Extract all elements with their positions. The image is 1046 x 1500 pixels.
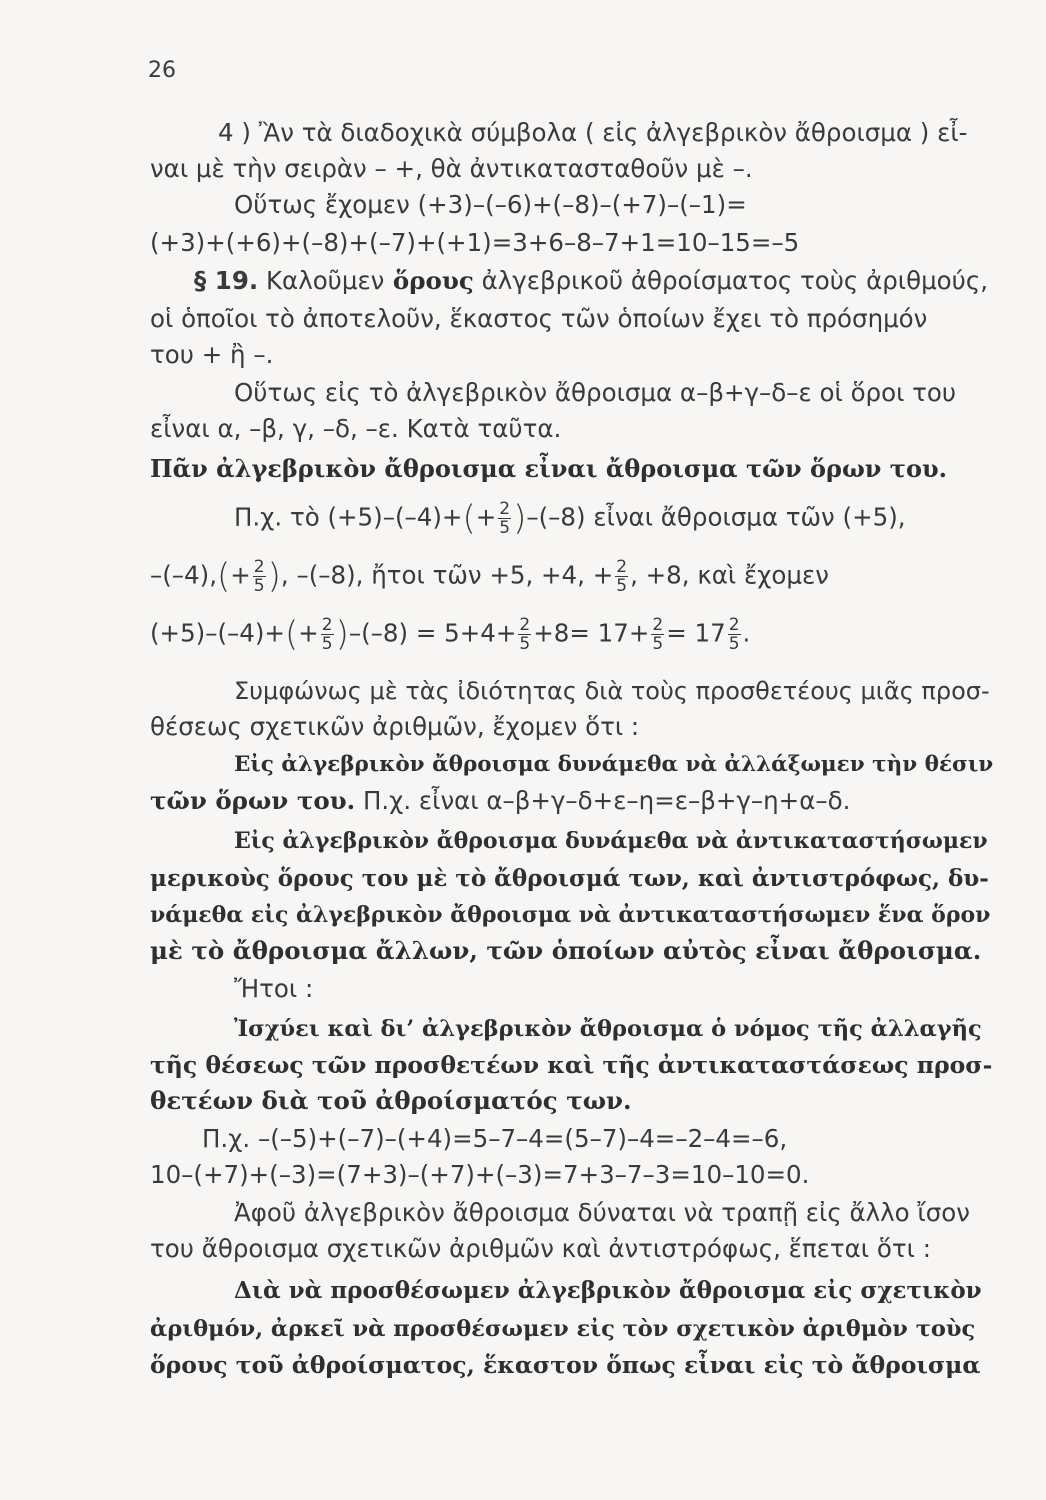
text-line: θέσεως σχετικῶν ἀριθμῶν, ἔχομεν ὅτι : xyxy=(150,712,640,741)
rule-statement: ἀριθμόν, ἀρκεῖ νὰ προσθέσωμεν εἰς τὸν σχετικὸν ἀριθμὸν τοὺς xyxy=(150,1316,976,1342)
rule-statement: Ἰσχύει καὶ δι’ ἀλγεβρικὸν ἄθροισμα ὁ νόμος τῆς ἀλλαγῆς xyxy=(234,1016,982,1042)
rule-statement: μὲ τὸ ἄθροισμα ἄλλων, τῶν ὁποίων αὐτὸς εἶναι ἄθροισμα. xyxy=(150,936,982,965)
rule-statement: τῶν ὅρων του. Π.χ. εἶναι α–β+γ–δ+ε–η=ε–β+γ–η+α–δ. xyxy=(150,786,851,815)
text-line: Ἤτοι : xyxy=(234,974,314,1003)
text-line: εἶναι α, –β, γ, –δ, –ε. Κατὰ ταῦτα. xyxy=(150,414,562,443)
fraction: $\frac{2}{5}$ xyxy=(728,615,740,654)
text-line: ναι μὲ τὴν σειρὰν – +, θὰ ἀντικατασταθοῦν μὲ –. xyxy=(150,154,753,183)
fraction: $\frac{2}{5}$ xyxy=(253,557,265,596)
fraction: $\frac{2}{5}$ xyxy=(499,499,511,538)
rule-statement: τῆς θέσεως τῶν προσθετέων καὶ τῆς ἀντικαταστάσεως προσ- xyxy=(150,1051,993,1079)
text-line: οἱ ὁποῖοι τὸ ἀποτελοῦν, ἕκαστος τῶν ὁποίων ἔχει τὸ πρόσημόν xyxy=(150,304,928,333)
fraction: $\frac{2}{5}$ xyxy=(321,615,333,654)
text-span: ἀλγεβρικοῦ ἀθροίσματος τοὺς ἀριθμούς, xyxy=(473,266,988,295)
text-line: Οὕτως ἔχομεν (+3)–(–6)+(–8)–(+7)–(–1)= xyxy=(234,190,747,219)
fraction: $\frac{2}{5}$ xyxy=(519,615,531,654)
equation-line: Π.χ. –(–5)+(–7)–(+4)=5–7–4=(5–7)–4=–2–4=–6, xyxy=(202,1124,788,1153)
equation-line: 10–(+7)+(–3)=(7+3)–(+7)+(–3)=7+3–7–3=10–10=0. xyxy=(150,1160,810,1189)
example-line: –(–4),(+ $\frac{2}{5}$ ), –(–8), ἤτοι τῶν +5, +4, + $\frac{2}{5}$ , +8, καὶ ἔχομεν xyxy=(150,556,829,597)
text-line: Ἀφοῦ ἀλγεβρικὸν ἄθροισμα δύναται νὰ τραπῇ εἰς ἄλλο ἴσον xyxy=(234,1198,970,1227)
rule-statement: Εἰς ἀλγεβρικὸν ἄθροισμα δυνάμεθα νὰ ἀλλάξωμεν τὴν θέσιν xyxy=(234,752,994,777)
text-span: Καλοῦμεν xyxy=(258,266,385,295)
rule-statement: θετέων διὰ τοῦ ἀθροίσματός των. xyxy=(150,1086,632,1115)
text-line: του ἄθροισμα σχετικῶν ἀριθμῶν καὶ ἀντιστρόφως, ἕπεται ὅτι : xyxy=(150,1234,931,1263)
text-line: του + ἢ –. xyxy=(150,340,274,369)
rule-statement: Πᾶν ἀλγεβρικὸν ἄθροισμα εἶναι ἄθροισμα τῶν ὅρων του. xyxy=(150,454,947,483)
text-span: Π.χ. τὸ (+5)–(–4)+ xyxy=(234,502,463,532)
fraction: $\frac{2}{5}$ xyxy=(652,615,664,654)
rule-statement: Εἰς ἀλγεβρικὸν ἄθροισμα δυνάμεθα νὰ ἀντικαταστήσωμεν xyxy=(234,828,988,854)
text-line: Οὕτως εἰς τὸ ἀλγεβρικὸν ἄθροισμα α–β+γ–δ–ε οἱ ὅροι του xyxy=(234,378,957,407)
rule-statement: μερικοὺς ὅρους του μὲ τὸ ἄθροισμά των, καὶ ἀντιστρόφως, δυ- xyxy=(150,865,989,892)
example-line: Π.χ. τὸ (+5)–(–4)+(+ $\frac{2}{5}$ )–(–8) εἶναι ἄθροισμα τῶν (+5), xyxy=(234,498,906,539)
text-line: Συμφώνως μὲ τὰς ἰδιότητας διὰ τοὺς προσθετέους μιᾶς προσ- xyxy=(234,677,990,705)
bold-term: ὅρους xyxy=(384,266,474,295)
rule-statement: Διὰ νὰ προσθέσωμεν ἀλγεβρικὸν ἄθροισμα εἰς σχετικὸν xyxy=(234,1277,982,1304)
text-span: –(–8) εἶναι ἄθροισμα τῶν (+5), xyxy=(526,502,906,532)
rule-statement: νάμεθα εἰς ἀλγεβρικὸν ἄθροισμα νὰ ἀντικαταστήσωμεν ἕνα ὅρον xyxy=(150,902,991,928)
rule-statement: ὅρους τοῦ ἀθροίσματος, ἕκαστον ὅπως εἶναι εἰς τὸ ἄθροισμα xyxy=(150,1351,981,1379)
section-heading-line xyxy=(150,266,992,296)
section-number: § 19. xyxy=(194,266,259,295)
equation-line: (+3)+(+6)+(–8)+(–7)+(+1)=3+6–8–7+1=10–15=–5 xyxy=(150,228,800,257)
text-line: 4 ) Ἂν τὰ διαδοχικὰ σύμβολα ( εἰς ἀλγεβρικὸν ἄθροισμα ) εἶ- xyxy=(218,118,968,147)
page-number: 26 xyxy=(148,58,176,83)
equation-line: (+5)–(–4)+(+ $\frac{2}{5}$ )–(–8) = 5+4+ $\frac{2}{5}$ +8= 17+ $\frac{2}{5}$ = 17 $\frac{2}{5}$ . xyxy=(150,614,751,655)
fraction: $\frac{2}{5}$ xyxy=(616,557,628,596)
